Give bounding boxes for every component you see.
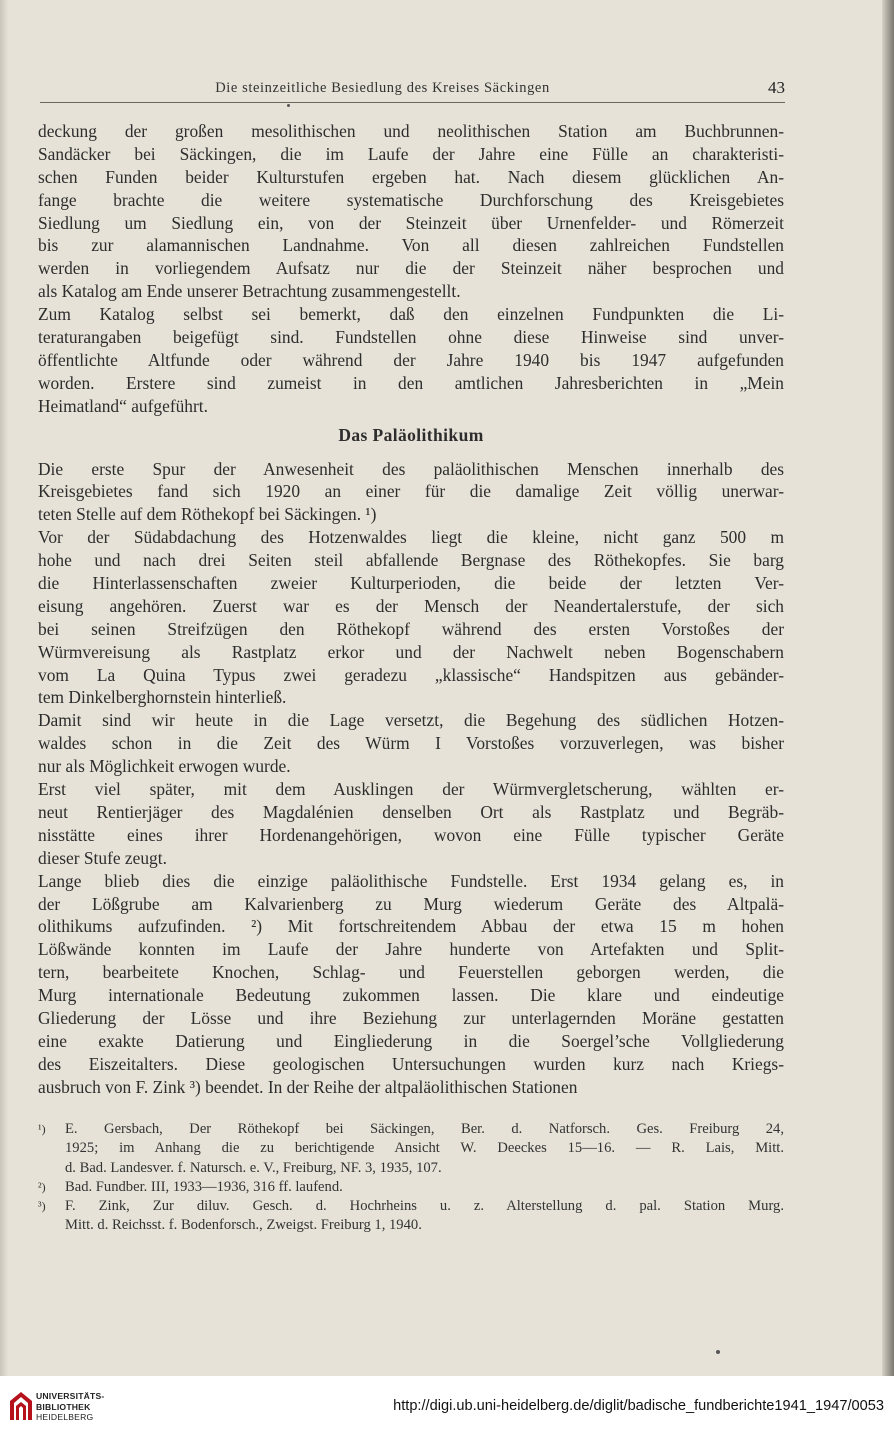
footnote-line [38,1159,784,1178]
text-line: Lange blieb dies die einzige paläolithische Fundstelle. Erst 1934 gelang es, in [38,870,784,891]
logo-line: BIBLIOTHEK [36,1401,91,1412]
text-line: deckung der großen mesolithischen und neolithischen Station am Buchbrunnen- [38,121,784,141]
footnote-line [38,1197,784,1216]
text-line: bei seinen Streifzügen den Röthekopf während des ersten Vorstoßes der [38,618,784,639]
footnote-indent [38,1159,65,1178]
text-line: Erst viel später, mit dem Ausklingen der Würmvergletscherung, wählten er- [38,779,784,800]
text-line: tem Dinkelberghornstein hinterließ. [38,687,287,708]
text-line: die Hinterlassenschaften zweier Kulturperioden, die beide der letzten Ver- [38,573,784,594]
text-line: fange brachte die weitere systematische Durchforschung des Kreisgebietes [38,189,784,210]
library-logo-text [36,1391,105,1423]
running-head [40,78,785,103]
text-line: tern, bearbeitete Knochen, Schlag- und Feuerstellen geborgen werden, die [38,962,784,983]
footnote-line [38,1178,784,1197]
text-line: Lößwände konnten im Laufe der Jahre hunderte von Artefakten und Split- [38,939,784,960]
palaeolithic-paragraphs [38,458,784,1099]
text-line: Vor der Südabdachung des Hotzenwaldes liegt die kleine, nicht ganz 500 m [38,527,784,548]
footnote-line [38,1139,784,1158]
text-line: Sandäcker bei Säckingen, die im Laufe der Jahre eine Fülle an charakteristi- [38,143,784,164]
text-line: ausbruch von F. Zink ³) beendet. In der Reihe der altpaläolithischen Stationen [38,1076,578,1097]
logo-line: HEIDELBERG [36,1412,94,1422]
footnote-line [38,1120,784,1139]
footer-bar [0,1376,894,1439]
footnote-line [38,1216,784,1235]
text-line: bis zur alamannischen Landnahme. Von all diesen zahlreichen Fundstellen [38,235,784,256]
footnote-indent [38,1139,65,1158]
text-line: Murg internationale Bedeutung zukommen lassen. Die klare und eindeutige [38,985,784,1006]
footnote-mark: ²) [38,1179,46,1194]
page-number: 43 [768,78,785,97]
section-heading: Das Paläolithikum [338,424,484,445]
library-logo-icon [9,1391,33,1421]
text-line: Damit sind wir heute in die Lage versetzt, die Begehung des südlichen Hotzen- [38,710,784,731]
text-line: teraturangaben beigefügt sind. Fundstellen ohne diese Hinweise sind unver- [38,327,784,348]
scan-speck [716,1350,720,1354]
text-line: werden in vorliegendem Aufsatz nur die der Steinzeit näher besprochen und [38,258,784,279]
text-line: vom La Quina Typus zwei geradezu „klassische“ Handspitzen aus gebänder- [38,664,784,685]
footnote-mark: ¹) [38,1122,46,1136]
text-line: eine exakte Datierung und Eingliederung in die Soergel’sche Vollgliederung [38,1030,784,1051]
footnote-indent [38,1216,65,1235]
page-edge-right [882,0,894,1376]
scan-speck [287,104,290,107]
text-line: Kreisgebietes fand sich 1920 an einer für die damalige Zeit völlig unerwar- [38,481,784,502]
text-line: schen Funden beider Kulturstufen ergeben hat. Nach diesem glücklichen An- [38,166,784,187]
intro-paragraphs [38,120,784,418]
footnote-text: F. Zink, Zur diluv. Gesch. d. Hochrheins u. z. Alterstellung d. pal. Station Murg. [65,1198,784,1215]
text-line: nisstätte eines ihrer Hordenangehörigen, wovon eine Fülle typischer Geräte [38,824,784,845]
text-line: Zum Katalog selbst sei bemerkt, daß den einzelnen Fundpunkten die Li- [38,304,784,325]
text-line: Siedlung um Siedlung ein, von der Steinzeit über Urnenfelder- und Römerzeit [38,212,784,233]
text-line: worden. Erstere sind zumeist in den amtlichen Jahresberichten in „Mein [38,372,784,393]
footnote-text: d. Bad. Landesver. f. Natursch. e. V., Freiburg, NF. 3, 1935, 107. [65,1159,442,1176]
text-line: Würmvereisung als Rastplatz erkor und der Nachwelt neben Bogenschabern [38,641,784,662]
main-text [38,120,784,1099]
footnote-text: Mitt. d. Reichsst. f. Bodenforsch., Zweigst. Freiburg 1, 1940. [65,1217,422,1234]
text-line: teten Stelle auf dem Röthekopf bei Säckingen. ¹) [38,504,377,525]
running-title: Die steinzeitliche Besiedlung des Kreises Säckingen [215,80,550,96]
footnote-text: 1925; im Anhang die zu berichtigende Ansicht W. Deeckes 15—16. — R. Lais, Mitt. [65,1140,784,1157]
page-edge-left [0,0,8,1376]
footnote-text: E. Gersbach, Der Röthekopf bei Säckingen, Ber. d. Natforsch. Ges. Freiburg 24, [65,1121,784,1137]
footnotes [38,1120,784,1236]
footnote-mark: ³) [38,1199,46,1214]
text-line: der Lößgrube am Kalvarienberg zu Murg wiederum Geräte des Altpalä- [38,893,784,914]
text-line: öffentlichte Altfunde oder während der Jahre 1940 bis 1947 aufgefunden [38,349,784,370]
text-line: olithikums aufzufinden. ²) Mit fortschreitendem Abbau der etwa 15 m hohen [38,916,784,937]
text-line: neut Rentierjäger des Magdalénien denselben Ort als Rastplatz und Begräb- [38,801,784,822]
text-line: Gliederung der Lösse und ihre Beziehung zur unterlagernden Moräne gestatten [38,1007,784,1028]
source-url-link[interactable]: http://digi.ub.uni-heidelberg.de/diglit/badische_fundberichte1941_1947/0053 [393,1398,884,1414]
text-line: eisung angehören. Zuerst war es der Mensch der Neandertalerstufe, der sich [38,595,784,616]
text-line: Heimatland“ aufgeführt. [38,395,208,416]
logo-line: UNIVERSITÄTS- [36,1391,105,1401]
text-line: dieser Stufe zeugt. [38,847,167,868]
text-line: Die erste Spur der Anwesenheit des paläolithischen Menschen innerhalb des [38,458,784,479]
text-line: als Katalog am Ende unserer Betrachtung zusammengestellt. [38,281,461,302]
text-line: des Eiszeitalters. Diese geologischen Untersuchungen wurden kurz nach Kriegs- [38,1053,784,1074]
footnote-text: Bad. Fundber. III, 1933—1936, 316 ff. laufend. [65,1178,343,1195]
text-line: nur als Möglichkeit erwogen wurde. [38,756,291,777]
text-line: hohe und nach drei Seiten steil abfallende Bergnase des Röthekopfes. Sie barg [38,550,784,571]
text-line: waldes schon in die Zeit des Würm I Vorstoßes vorzuverlegen, was bisher [38,733,784,754]
